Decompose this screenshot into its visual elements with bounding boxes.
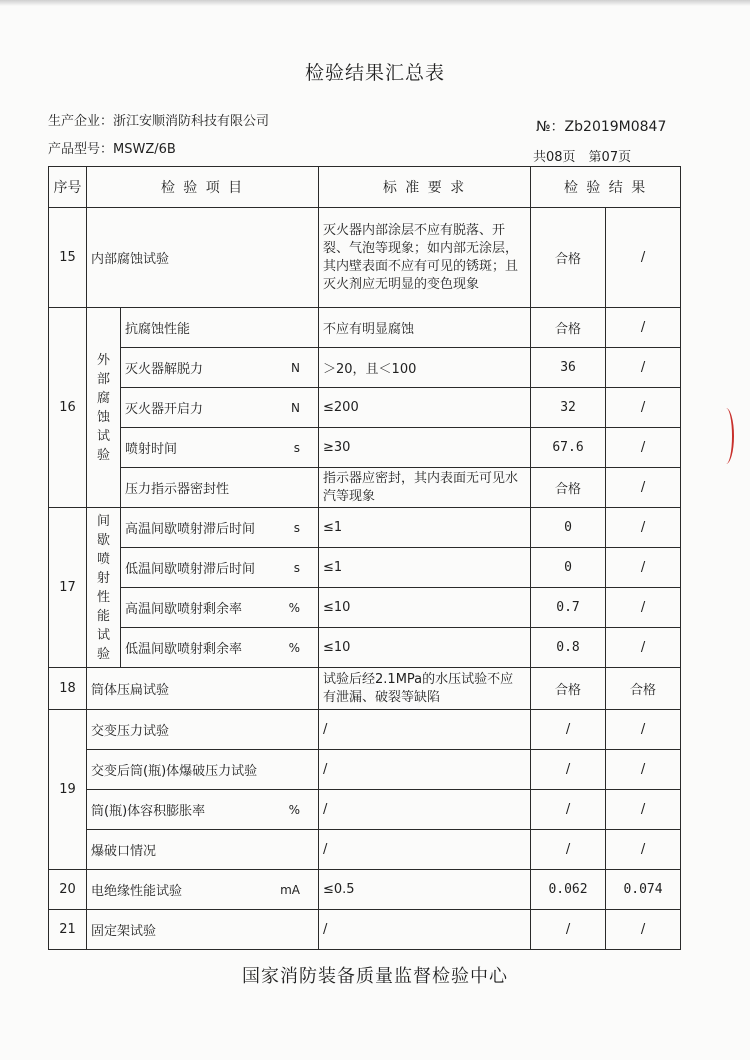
row-standard: ≤200 [319, 388, 531, 428]
header-standard: 标 准 要 求 [319, 167, 531, 208]
table-row [49, 668, 681, 710]
table-row [49, 308, 681, 348]
row-result-1: 67.6 [531, 428, 606, 468]
row-result-2: / [606, 388, 681, 428]
row-standard: ≤0.5 [319, 870, 531, 910]
row-result-2: / [606, 208, 681, 308]
row-result-1: 36 [531, 348, 606, 388]
row-item [87, 830, 319, 870]
group-label: 外部腐蚀试验 [87, 308, 121, 508]
table-row [49, 468, 681, 508]
item-unit: N [291, 400, 301, 415]
row-seq: 19 [49, 710, 87, 870]
item-label: 抗腐蚀性能 [125, 322, 191, 337]
header-result: 检 验 结 果 [531, 167, 681, 208]
header-seq: 序号 [49, 167, 87, 208]
row-item [121, 388, 319, 428]
row-result-2: / [606, 710, 681, 750]
item-label: 灭火器解脱力 [125, 362, 204, 377]
row-result-1: / [531, 830, 606, 870]
row-standard: 试验后经2.1MPa的水压试验不应有泄漏、破裂等缺陷 [319, 668, 531, 710]
row-item [121, 588, 319, 628]
red-seal-mark [718, 408, 734, 464]
row-result-2: / [606, 750, 681, 790]
row-result-2: / [606, 548, 681, 588]
row-standard: / [319, 830, 531, 870]
row-item [87, 790, 319, 830]
row-item [121, 348, 319, 388]
item-label: 低温间歇喷射剩余率 [125, 642, 243, 657]
row-result-2: / [606, 468, 681, 508]
row-result-1: / [531, 910, 606, 950]
issuer-footer: 国家消防装备质量监督检验中心 [242, 966, 508, 987]
results-table [48, 166, 681, 950]
row-seq: 20 [49, 870, 87, 910]
row-result-2: / [606, 308, 681, 348]
item-label: 喷射时间 [125, 442, 178, 457]
header-item: 检 验 项 目 [87, 167, 319, 208]
item-label: 交变压力试验 [91, 724, 170, 739]
row-standard: ≤1 [319, 548, 531, 588]
table-row [49, 910, 681, 950]
group-label: 间歇喷射性能试验 [87, 508, 121, 668]
item-label: 高温间歇喷射剩余率 [125, 602, 243, 617]
row-result-2: / [606, 588, 681, 628]
item-label: 爆破口情况 [91, 844, 157, 859]
table-row [49, 208, 681, 308]
row-result-1: 0.062 [531, 870, 606, 910]
row-item [87, 750, 319, 790]
row-item: 固定架试验 [87, 910, 319, 950]
row-standard: ≥30 [319, 428, 531, 468]
row-item [121, 628, 319, 668]
row-result-2: / [606, 348, 681, 388]
item-unit: s [293, 560, 301, 575]
row-standard: 指示器应密封，其内表面无可见水汽等现象 [319, 468, 531, 508]
row-standard: 灭火器内部涂层不应有脱落、开裂、气泡等现象；如内部无涂层，其内壁表面不应有可见的锈斑；且灭火剂应无明显的变色现象 [319, 208, 531, 308]
row-result-2: / [606, 628, 681, 668]
table-row [49, 710, 681, 750]
table-row [49, 428, 681, 468]
item-label: 筒(瓶)体容积膨胀率 [91, 804, 206, 819]
row-seq: 17 [49, 508, 87, 668]
report-number: №：Zb2019M0847 [536, 119, 667, 135]
item-unit: mA [280, 882, 301, 897]
item-label: 电绝缘性能试验 [91, 884, 183, 899]
row-standard: 不应有明显腐蚀 [319, 308, 531, 348]
table-row [49, 588, 681, 628]
row-standard: ≤1 [319, 508, 531, 548]
scan-edge [0, 0, 750, 6]
row-result-1: 合格 [531, 208, 606, 308]
table-header [49, 167, 681, 208]
row-seq: 21 [49, 910, 87, 950]
item-label: 高温间歇喷射滞后时间 [125, 522, 256, 537]
page-title: 检验结果汇总表 [304, 62, 445, 84]
row-result-2: / [606, 508, 681, 548]
row-result-1: / [531, 750, 606, 790]
item-label: 交变后筒(瓶)体爆破压力试验 [91, 764, 258, 779]
row-result-1: 0 [531, 508, 606, 548]
row-standard: / [319, 750, 531, 790]
table-row [49, 790, 681, 830]
row-seq: 16 [49, 308, 87, 508]
row-result-1: 合格 [531, 468, 606, 508]
item-unit: s [293, 520, 301, 535]
table-row [49, 348, 681, 388]
row-standard: ≤10 [319, 628, 531, 668]
row-result-1: 合格 [531, 308, 606, 348]
row-item [121, 548, 319, 588]
item-unit: % [288, 802, 301, 817]
item-label: 压力指示器密封性 [125, 482, 230, 497]
row-result-1: 0.8 [531, 628, 606, 668]
row-standard: ＞20，且＜100 [319, 348, 531, 388]
item-label: 灭火器开启力 [125, 402, 204, 417]
table-row [49, 388, 681, 428]
row-result-1: / [531, 710, 606, 750]
table-row [49, 628, 681, 668]
row-item [121, 508, 319, 548]
table-row [49, 870, 681, 910]
row-seq: 15 [49, 208, 87, 308]
item-unit: s [293, 440, 301, 455]
product-model: 产品型号：MSWZ/6B [48, 142, 176, 157]
row-item [121, 308, 319, 348]
row-result-1: 0 [531, 548, 606, 588]
item-unit: N [291, 360, 301, 375]
row-item [121, 428, 319, 468]
row-item [121, 468, 319, 508]
row-seq: 18 [49, 668, 87, 710]
row-standard: / [319, 790, 531, 830]
row-result-1: 合格 [531, 668, 606, 710]
row-item [87, 870, 319, 910]
row-result-2: / [606, 830, 681, 870]
row-item: 筒体压扁试验 [87, 668, 319, 710]
row-item: 内部腐蚀试验 [87, 208, 319, 308]
table-row [49, 508, 681, 548]
row-result-2: 合格 [606, 668, 681, 710]
item-label: 低温间歇喷射滞后时间 [125, 562, 256, 577]
row-standard: / [319, 710, 531, 750]
row-result-2: / [606, 910, 681, 950]
row-result-1: 0.7 [531, 588, 606, 628]
item-unit: % [288, 600, 301, 615]
row-standard: / [319, 910, 531, 950]
row-item [87, 710, 319, 750]
row-result-1: 32 [531, 388, 606, 428]
row-result-1: / [531, 790, 606, 830]
row-result-2: 0.074 [606, 870, 681, 910]
manufacturer: 生产企业：浙江安顺消防科技有限公司 [48, 114, 270, 129]
row-result-2: / [606, 428, 681, 468]
row-result-2: / [606, 790, 681, 830]
table-row [49, 750, 681, 790]
page-info: 共08页 第07页 [533, 150, 632, 165]
table-row [49, 548, 681, 588]
item-unit: % [288, 640, 301, 655]
table-row [49, 830, 681, 870]
row-standard: ≤10 [319, 588, 531, 628]
